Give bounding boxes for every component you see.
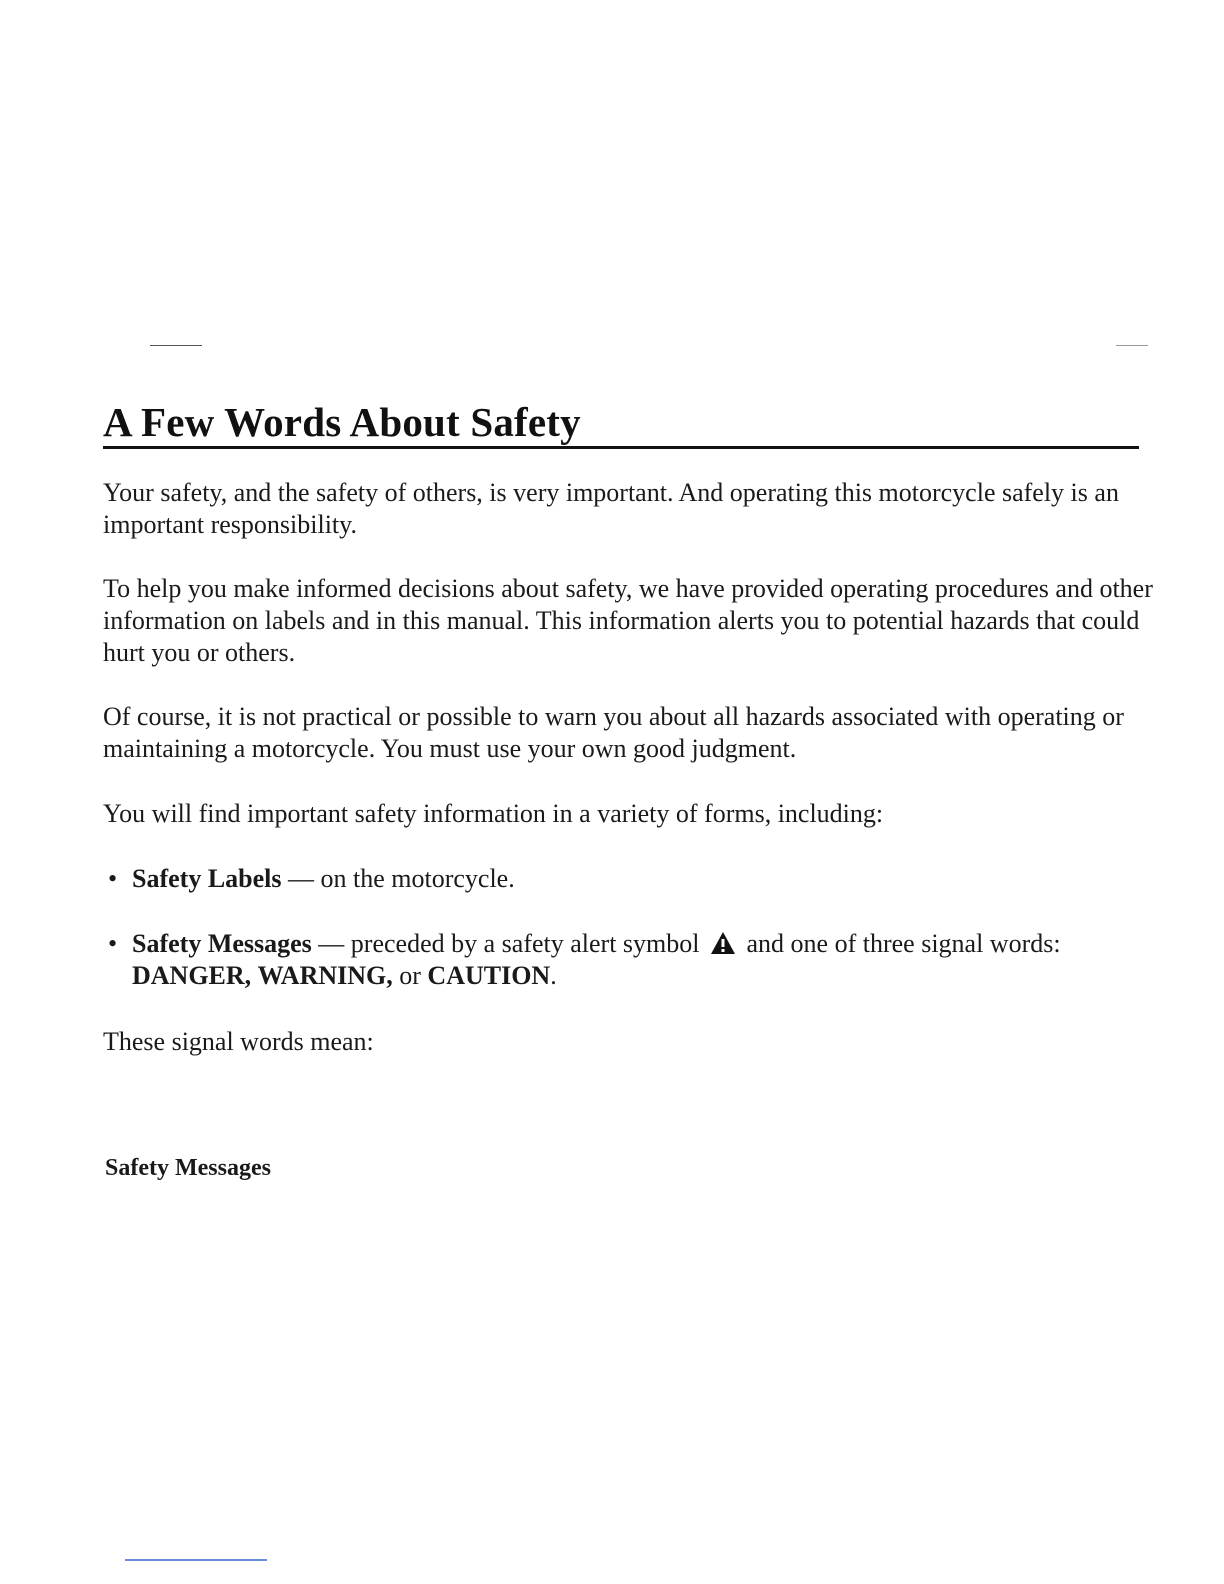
bullet-dot-icon: •	[108, 864, 118, 893]
footer-rule	[125, 1559, 267, 1561]
paragraph-forms: You will find important safety information in a variety of forms, including:	[103, 799, 884, 828]
paragraph-signal-words: These signal words mean:	[103, 1027, 374, 1056]
bullet-safety-labels	[108, 863, 1158, 895]
bullet-dot-icon: •	[108, 929, 118, 958]
paragraph-judgment: Of course, it is not practical or possible to warn you about all hazards associated with operating or maintaining a motorcycle. You must use your own good judgment.	[103, 702, 1124, 763]
bullet-text: — on the motorcycle.	[281, 864, 515, 893]
crop-mark-right	[1116, 345, 1148, 346]
title-rule	[103, 446, 1139, 449]
sub-heading-safety-messages: Safety Messages	[105, 1155, 271, 1181]
safety-alert-triangle-icon	[710, 931, 736, 955]
signal-word-warning: WARNING,	[257, 961, 393, 990]
signal-words-line	[108, 960, 1158, 992]
crop-mark-left	[150, 345, 202, 346]
signal-word-caution: CAUTION	[427, 961, 551, 990]
page-title: A Few Words About Safety	[103, 399, 581, 445]
signal-word-danger: DANGER,	[132, 961, 252, 990]
bullet-text: — preceded by a safety alert symbol	[311, 929, 706, 958]
signal-period: .	[550, 961, 557, 990]
bullet-safety-messages	[108, 928, 1158, 992]
paragraph-informed-decisions: To help you make informed decisions about safety, we have provided operating procedures and other information on labels and in this manual. This information alerts you to potential hazards that could hurt you or others.	[103, 574, 1153, 667]
bullet-term: Safety Messages	[132, 929, 312, 958]
bullet-text-continued: and one of three signal words:	[740, 929, 1061, 958]
signal-connector: or	[392, 961, 428, 990]
bullet-term: Safety Labels	[132, 864, 282, 893]
paragraph-intro: Your safety, and the safety of others, is very important. And operating this motorcycle safely is an important responsibility.	[103, 478, 1119, 539]
